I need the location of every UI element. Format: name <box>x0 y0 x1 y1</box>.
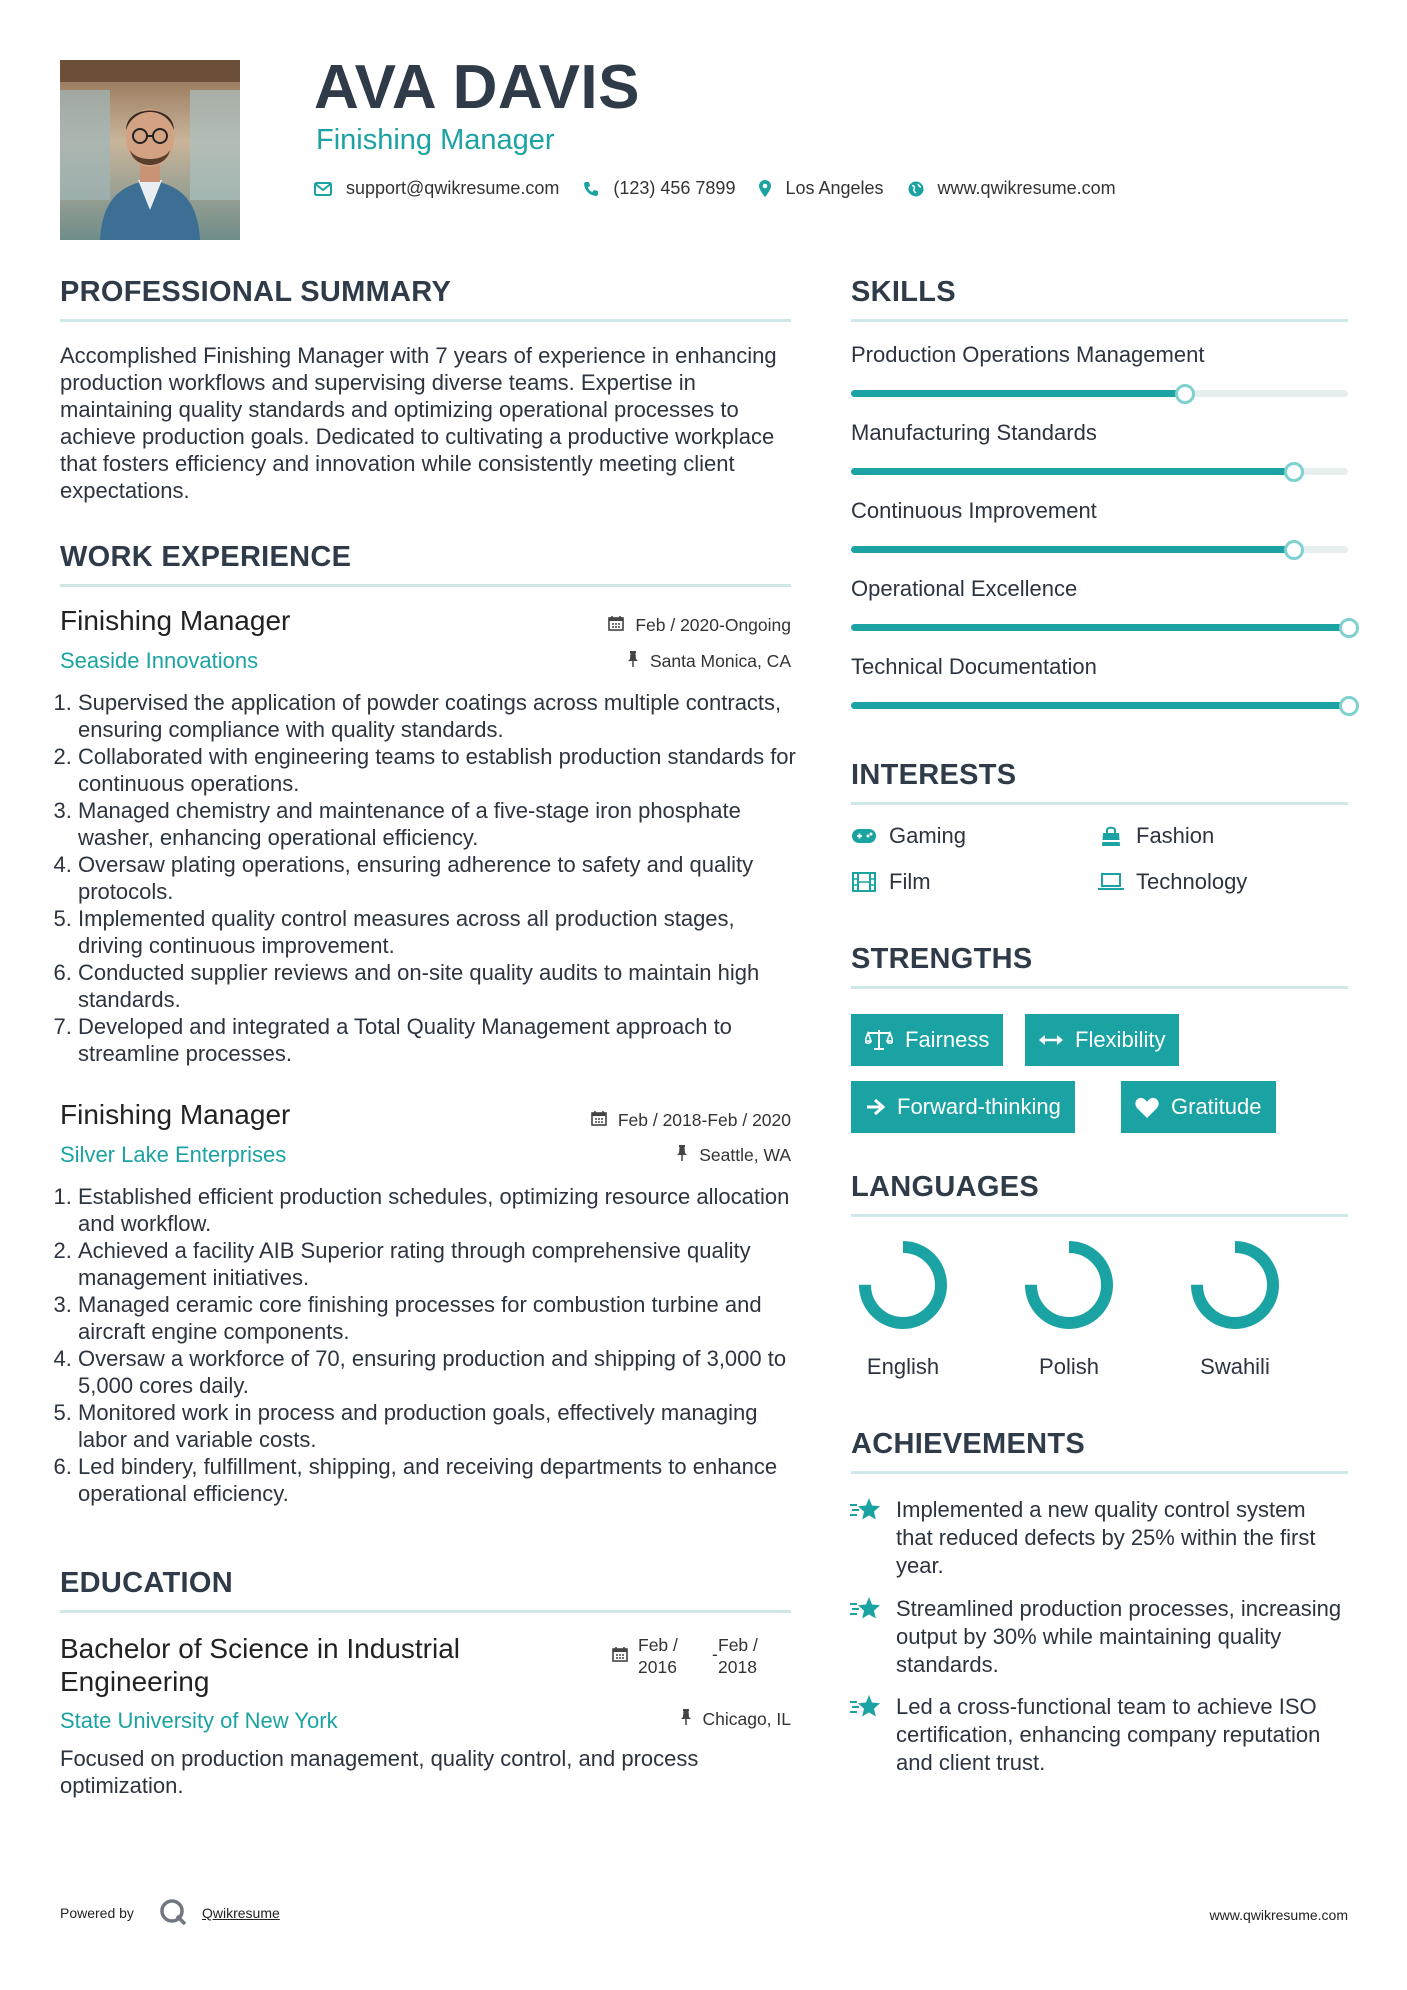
skill-bar-track <box>851 702 1348 709</box>
candidate-title: Finishing Manager <box>316 124 555 156</box>
language-label: Swahili <box>1200 1354 1270 1379</box>
interests-rule <box>851 802 1348 805</box>
job-1-location-text: Santa Monica, CA <box>649 651 791 671</box>
experience-rule <box>60 584 791 587</box>
interest-gaming <box>851 823 966 849</box>
strength-badge <box>1121 1081 1276 1133</box>
list-item: 6. Conducted supplier reviews and on-site quality audits to maintain high standards. <box>78 959 803 1013</box>
education-heading: EDUCATION <box>60 1567 233 1599</box>
candidate-name: AVA DAVIS <box>314 53 641 122</box>
gamepad-icon <box>851 829 877 843</box>
language-level-arc <box>1031 1247 1107 1323</box>
skill-label: Manufacturing Standards <box>851 420 1097 445</box>
achievements-heading: ACHIEVEMENTS <box>851 1428 1086 1460</box>
education-school: State University of New York <box>60 1708 338 1733</box>
interest-label: Gaming <box>889 823 967 848</box>
education-location <box>680 1709 791 1730</box>
qwikresume-brand-link[interactable]: Qwikresume <box>202 1905 280 1921</box>
skill-level-knob <box>1284 540 1304 560</box>
job-1-bullets <box>60 689 803 1067</box>
summary-text: Accomplished Finishing Manager with 7 years of experience in enhancing production workflows and supervising diverse teams. Expertise in maintaining quality standards and optimizing operational processes to achieve production goals. Dedicated to cultivating a productive workplace that fosters efficiency and innovation while consistently meeting client expectations. <box>60 343 777 503</box>
job-1-location <box>627 651 791 672</box>
globe-icon <box>908 181 924 197</box>
skill-level-knob <box>1284 462 1304 482</box>
list-item: 3. Managed ceramic core finishing processes for combustion turbine and aircraft engine components. <box>78 1291 803 1345</box>
job-2-date <box>591 1110 791 1131</box>
interest-label: Film <box>889 869 931 894</box>
heart-icon <box>1135 1097 1159 1118</box>
languages-rule <box>851 1214 1348 1217</box>
achievement-item: Streamlined production processes, increasing output by 30% while maintaining quality standards. <box>896 1596 1342 1677</box>
powered-by-text: Powered by <box>60 1905 134 1921</box>
pushpin-icon <box>680 1709 697 1729</box>
phone-icon <box>583 181 599 197</box>
education-dates <box>612 1634 796 1682</box>
strength-badge <box>1025 1014 1179 1066</box>
achievement-item: Implemented a new quality control system that reduced defects by 25% within the first year. <box>896 1497 1316 1578</box>
arrows-horizontal-icon <box>1039 1033 1063 1047</box>
education-date-start <box>638 1634 678 1678</box>
list-item: 7. Developed and integrated a Total Quality Management approach to streamline processes. <box>78 1013 803 1067</box>
language-ring <box>853 1235 953 1335</box>
skills-rule <box>851 319 1348 322</box>
skill-bar-track <box>851 546 1348 553</box>
skill-label: Continuous Improvement <box>851 498 1097 523</box>
job-1-date-text: Feb / 2020-Ongoing <box>635 615 791 635</box>
strength-label: Flexibility <box>1075 1027 1166 1052</box>
strength-badge <box>851 1081 1075 1133</box>
skill-level-knob <box>1339 696 1359 716</box>
strengths-heading: STRENGTHS <box>851 943 1033 975</box>
footer-url[interactable]: www.qwikresume.com <box>1209 1907 1348 1923</box>
skill-bar-fill <box>851 546 1293 553</box>
job-1-date <box>608 615 791 636</box>
list-item: 5. Monitored work in process and production goals, effectively managing labor and variable costs. <box>78 1399 803 1453</box>
language-label: Polish <box>1039 1354 1099 1379</box>
contact-email[interactable]: support@qwikresume.com <box>346 178 560 198</box>
job-2-location <box>676 1145 791 1166</box>
language-level-arc <box>1197 1247 1273 1323</box>
map-marker-icon <box>759 180 771 197</box>
skill-level-knob <box>1175 384 1195 404</box>
job-2-bullets <box>60 1183 803 1507</box>
languages-heading: LANGUAGES <box>851 1171 1039 1203</box>
calendar-icon <box>591 1110 612 1130</box>
arrow-right-icon <box>865 1097 885 1117</box>
skill-bar-fill <box>851 468 1293 475</box>
language-label: English <box>866 1354 940 1379</box>
contact-row <box>314 178 1140 199</box>
calendar-icon <box>612 1646 628 1667</box>
skill-bar-fill <box>851 702 1348 709</box>
list-item: 6. Led bindery, fulfillment, shipping, and receiving departments to enhance operational efficiency. <box>78 1453 803 1507</box>
list-item: 4. Oversaw plating operations, ensuring adherence to safety and quality protocols. <box>78 851 803 905</box>
contact-location: Los Angeles <box>785 178 884 198</box>
summary-rule <box>60 319 791 322</box>
interest-fashion <box>1098 823 1214 849</box>
job-2-location-text: Seattle, WA <box>699 1145 791 1165</box>
skill-bar-fill <box>851 390 1184 397</box>
education-degree: Bachelor of Science in Industrial Engineering <box>60 1633 460 1697</box>
language-ring <box>1185 1235 1285 1335</box>
list-item: 5. Implemented quality control measures across all production stages, driving continuous improvement. <box>78 905 803 959</box>
job-2-company: Silver Lake Enterprises <box>60 1142 287 1167</box>
star-icon <box>849 1596 883 1627</box>
achievement-item: Led a cross-functional team to achieve ISO certification, enhancing company reputation and client trust. <box>896 1694 1321 1775</box>
skill-bar-track <box>851 624 1348 631</box>
education-rule <box>60 1610 791 1613</box>
education-date-end <box>718 1634 758 1678</box>
experience-heading: WORK EXPERIENCE <box>60 541 352 573</box>
skill-label: Operational Excellence <box>851 576 1078 601</box>
education-date-dash: - <box>712 1644 718 1664</box>
interests-heading: INTERESTS <box>851 759 1017 791</box>
skill-bar-fill <box>851 624 1348 631</box>
job-2-date-text: Feb / 2018-Feb / 2020 <box>617 1110 791 1130</box>
qwikresume-logo-icon <box>158 1897 188 1932</box>
pushpin-icon <box>627 651 644 671</box>
profile-photo <box>60 60 240 240</box>
list-item: 1. Supervised the application of powder coatings across multiple contracts, ensuring compliance with quality standards. <box>78 689 803 743</box>
strength-label: Gratitude <box>1171 1094 1262 1119</box>
strength-label: Fairness <box>905 1027 990 1052</box>
list-item: 1. Established efficient production schedules, optimizing resource allocation and workflow. <box>78 1183 803 1237</box>
interest-label: Technology <box>1136 869 1248 894</box>
summary-heading: PROFESSIONAL SUMMARY <box>60 276 452 308</box>
education-date-start-a: Feb / <box>638 1635 678 1655</box>
star-icon <box>849 1497 883 1528</box>
skill-level-knob <box>1339 618 1359 638</box>
shopping-bag-icon <box>1098 825 1124 847</box>
contact-phone[interactable]: (123) 456 7899 <box>613 178 736 198</box>
interest-film <box>851 869 931 895</box>
language-ring <box>1019 1235 1119 1335</box>
skill-label: Production Operations Management <box>851 342 1205 367</box>
education-date-end-a: Feb / <box>718 1635 758 1655</box>
contact-website[interactable]: www.qwikresume.com <box>937 178 1116 198</box>
film-icon <box>851 872 877 892</box>
achievements-rule <box>851 1471 1348 1474</box>
balance-scale-icon <box>865 1029 893 1051</box>
star-icon <box>849 1694 883 1725</box>
strength-label: Forward-thinking <box>897 1094 1061 1119</box>
interest-technology <box>1098 869 1247 895</box>
language-level-arc <box>865 1247 941 1323</box>
education-date-end-b: 2018 <box>718 1657 757 1677</box>
laptop-icon <box>1098 873 1124 891</box>
list-item: 2. Collaborated with engineering teams to establish production standards for continuous operations. <box>78 743 803 797</box>
list-item: 4. Oversaw a workforce of 70, ensuring production and shipping of 3,000 to 5,000 cores daily. <box>78 1345 803 1399</box>
strength-badge <box>851 1014 1003 1066</box>
skill-bar-track <box>851 390 1348 397</box>
skills-heading: SKILLS <box>851 276 956 308</box>
calendar-icon <box>608 615 629 635</box>
profile-photo-image <box>60 60 240 240</box>
job-1-title: Finishing Manager <box>60 605 291 636</box>
strengths-rule <box>851 986 1348 989</box>
skill-bar-track <box>851 468 1348 475</box>
skill-label: Technical Documentation <box>851 654 1097 679</box>
education-location-text: Chicago, IL <box>702 1709 791 1729</box>
education-date-start-b: 2016 <box>638 1657 677 1677</box>
envelope-icon <box>314 182 332 196</box>
interest-label: Fashion <box>1136 823 1215 848</box>
list-item: 3. Managed chemistry and maintenance of a five-stage iron phosphate washer, enhancing operational efficiency. <box>78 797 803 851</box>
list-item: 2. Achieved a facility AIB Superior rating through comprehensive quality management initiatives. <box>78 1237 803 1291</box>
pushpin-icon <box>676 1145 693 1165</box>
job-1-company: Seaside Innovations <box>60 648 259 673</box>
education-description: Focused on production management, quality control, and process optimization. <box>60 1746 699 1798</box>
job-2-title: Finishing Manager <box>60 1099 291 1130</box>
